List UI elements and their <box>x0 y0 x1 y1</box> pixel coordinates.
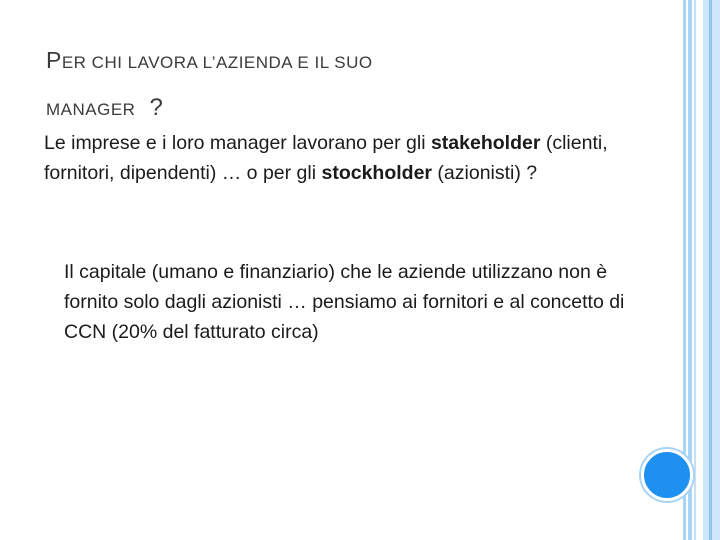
border-stripe-2 <box>688 0 692 540</box>
paragraph-capitale: Il capitale (umano e finanziario) che le aziende utilizzano non è fornito solo dagli azionisti … pensiamo ai fornitori e al concetto di CCN (20% del fatturato circa) <box>64 261 625 343</box>
border-stripe-5 <box>709 0 712 540</box>
title-line-2-text: MANAGER <box>46 100 136 119</box>
paragraph-stakeholder <box>44 128 644 188</box>
title-line-1 <box>46 38 606 86</box>
slide-title <box>46 38 606 133</box>
term-stakeholder: stakeholder <box>430 132 541 154</box>
decorative-circle <box>641 449 693 501</box>
title-line-1-text: ER CHI LAVORA L’AZIENDA E IL SUO <box>61 53 373 72</box>
term-stockholder: stockholder <box>321 162 433 184</box>
paragraph-1-text-1: Le imprese e i loro manager lavorano per gli <box>44 132 431 154</box>
paragraph-1-text-2: (clienti, fornitori, dipendenti) … o per gli <box>44 132 608 184</box>
paragraph-1-text-3: (azionisti) ? <box>432 162 538 184</box>
title-line-2 <box>46 86 606 133</box>
border-stripe-3 <box>694 0 696 540</box>
title-initial: P <box>46 47 62 73</box>
title-question-mark: ? <box>149 94 164 121</box>
